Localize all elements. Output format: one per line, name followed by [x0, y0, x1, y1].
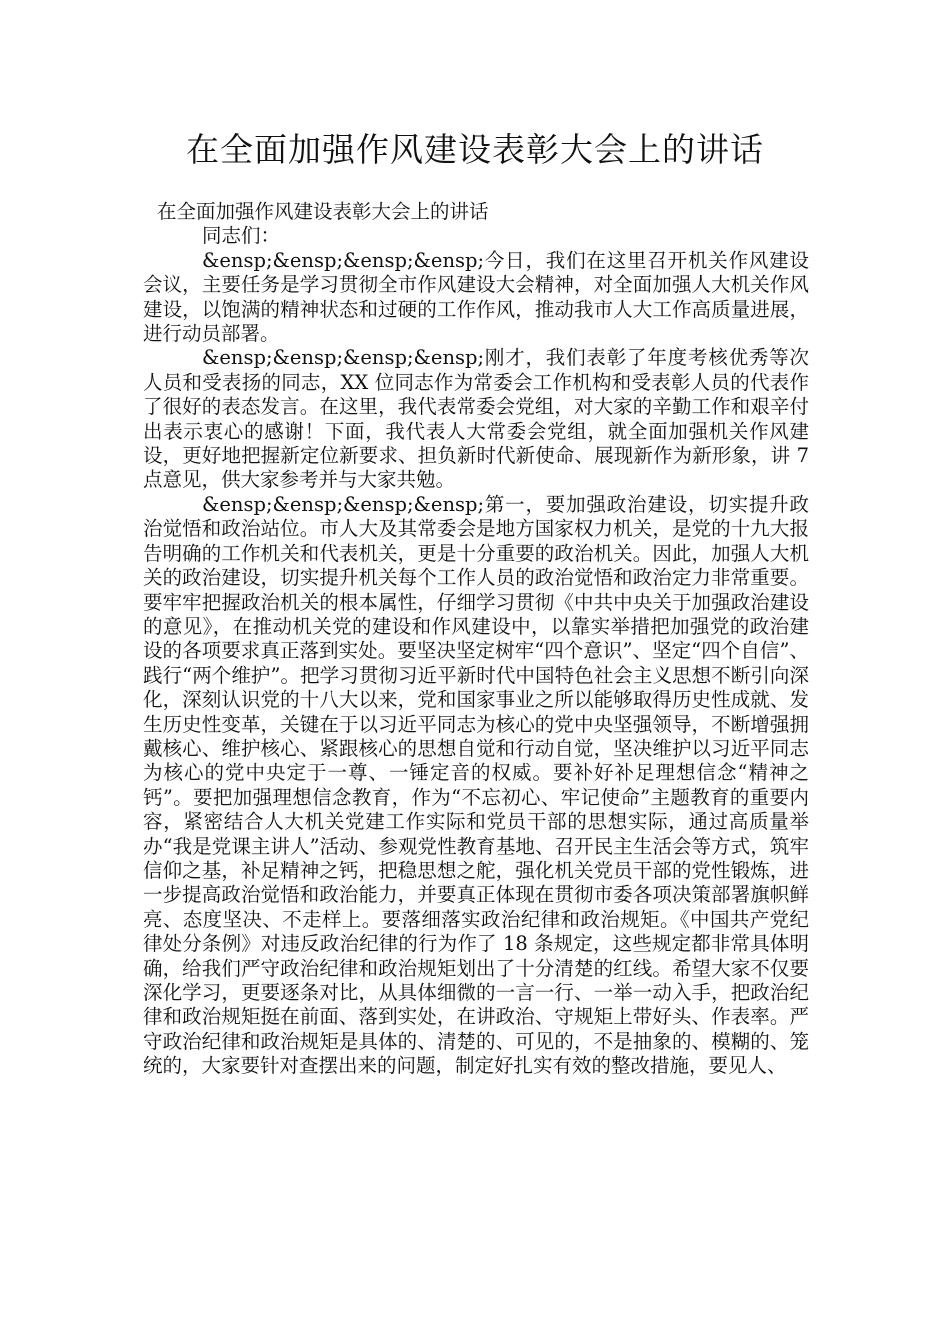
salutation: 同志们： [202, 224, 281, 248]
document-subtitle: 在全面加强作风建设表彰大会上的讲话 [157, 200, 489, 223]
paragraph-commendation: &ensp;&ensp;&ensp;&ensp;刚才，我们表彰了年度考核优秀等次人员和受表扬的同志，XX 位同志作为常委会工作机构和受表彰人员的代表作了很好的表态发言。在这里，我代表常委会党组，对大家的辛勤工作和艰辛付出表示衷心的感谢！下面，我代表人大常委会党组，就全面加强机关作风建设，更好地把握新定位新要求、担负新时代新使命、展现新作为新形象，讲 7 点意见，供大家参考并与大家共勉。 [143, 346, 809, 492]
paragraph-political-building: &ensp;&ensp;&ensp;&ensp;第一，要加强政治建设，切实提升政治觉悟和政治站位。市人大及其常委会是地方国家权力机关，是党的十九大报告明确的工作机关和代表机关，更是十分重要的政治机关。因此，加强人大机关的政治建设，切实提升机关每个工作人员的政治觉悟和政治定力非常重要。要牢牢把握政治机关的根本属性，仔细学习贯彻《中共中央关于加强政治建设的意见》，在推动机关党的建设和作风建设中，以靠实举措把加强党的政治建设的各项要求真正落到实处。要坚决坚定树牢“四个意识”、坚定“四个自信”、践行“两个维护”。把学习贯彻习近平新时代中国特色社会主义思想不断引向深化，深刻认识党的十八大以来，党和国家事业之所以能够取得历史性成就、发生历史性变革，关键在于以习近平同志为核心的党中央坚强领导，不断增强拥戴核心、维护核心、紧跟核心的思想自觉和行动自觉，坚决维护以习近平同志为核心的党中央定于一尊、一锤定音的权威。要补好补足理想信念“精神之钙”。要把加强理想信念教育，作为“不忘初心、牢记使命”主题教育的重要内容，紧密结合人大机关党建工作实际和党员干部的思想实际，通过高质量举办“我是党课主讲人”活动、参观党性教育基地、召开民主生活会等方式，筑牢信仰之基，补足精神之钙，把稳思想之舵，强化机关党员干部的党性锻炼，进一步提高政治觉悟和政治能力，并要真正体现在贯彻市委各项决策部署旗帜鲜亮、态度坚决、不走样上。要落细落实政治纪律和政治规矩。《中国共产党纪律处分条例》对违反政治纪律的行为作了 18 条规定，这些规定都非常具体明确，给我们严守政治纪律和政治规矩划出了十分清楚的红线。希望大家不仅要深化学习，更要逐条对比，从具体细微的一言一行、一举一动入手，把政治纪律和政治规矩挺在前面、落到实处，在讲政治、守规矩上带好头、作表率。严守政治纪律和政治规矩是具体的、清楚的、可见的，不是抽象的、模糊的、笼统的，大家要针对查摆出来的问题，制定好扎实有效的整改措施，要见人、 [143, 492, 809, 1078]
document-title: 在全面加强作风建设表彰大会上的讲话 [186, 130, 764, 169]
document-body [143, 200, 809, 1079]
paragraph-opening: &ensp;&ensp;&ensp;&ensp;今日，我们在这里召开机关作风建设会议，主要任务是学习贯彻全市作风建设大会精神，对全面加强人大机关作风建设，以饱满的精神状态和过硬的工作作风，推动我市人大工作高质量进展，进行动员部署。 [143, 248, 809, 346]
